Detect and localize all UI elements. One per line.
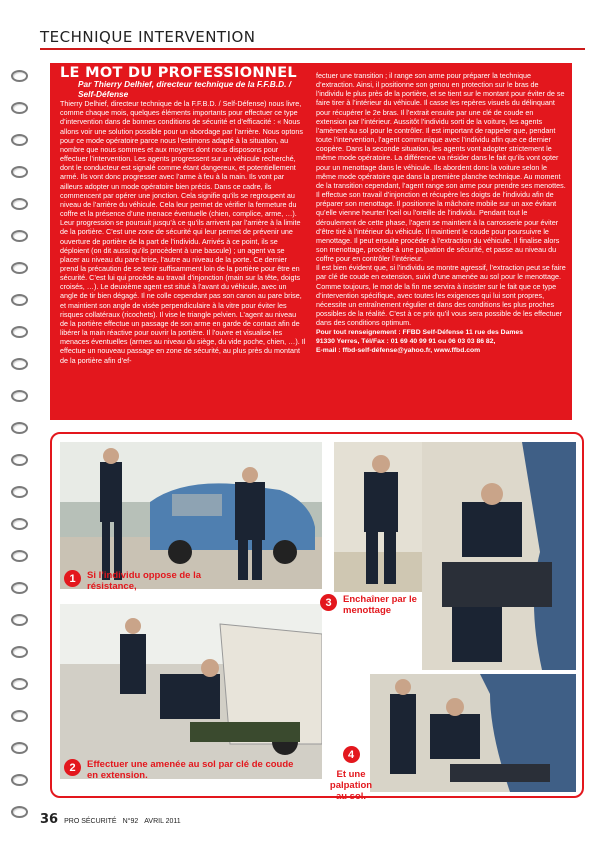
binding-ring — [11, 358, 28, 370]
binding-ring — [11, 614, 28, 626]
article-title: LE MOT DU PROFESSIONNEL — [60, 65, 297, 81]
section-header: TECHNIQUE INTERVENTION — [40, 28, 256, 46]
binding-ring — [11, 518, 28, 530]
step-2-caption — [64, 759, 294, 781]
binding-ring — [11, 710, 28, 722]
photo-step-3-illustration — [422, 442, 576, 670]
binding-ring — [11, 70, 28, 82]
binding-ring — [11, 646, 28, 658]
step-number-badge: 4 — [343, 746, 360, 763]
article-body-left: Thierry Delhief, directeur technique de la F.F.B.D. / Self-Défense) nous livre, comme chaque mois, quelques éléments importants pour effectuer ce type d’intervention dans de bonnes conditions de sécurité et d’efficacité : « Nous allons voir une solution possible pour un abordage par l’arrière. Nous optons pour ce mode opératoire parce nous l’estimons adapté à la situation, au nombre que nous sommes et aux moyens dont nous disposons pour effectuer l’intervention. Les agents progressent sur un véhicule recherché, dont le conducteur est signalé comme étant dangereux, et potentiellement armé. Ils vont donc progresser avec l’arme à feu à la main. Ils vont par ailleurs adopter un mode opératoire bien précis. Dans ce cadre, ils commencent par opérer une jonction. Cela signifie qu’ils se regroupent au niveau de l’arrière du véhicule. Cela leur permet de vérifier la fermeture du coffre et la présence d’une menace éventuelle (chien, complice, arme, …). Leur progression se poursuit jusqu’à ce qu’ils arrivent par l’arrière à la limite de la portière. C’est une zone de sécurité qui leur permet de prévenir une ouverture de portière de la part de l’individu. Arrivés à ce point, ils se déploient (on dit aussi qu’ils procèdent à une bascule) ; un agent va se placer au niveau du pare brise, l’autre au niveau de la porte. Ce dernier prend la précaution de se tenir suffisamment loin de la portière pour être en sécurité. C’est lui qui procède au travail d’injonction (main sur la tête, doigts croisés, …). Le deuxième agent est situé à l’avant du véhicule, avec un angle de tir bien dégagé. Il ne colle cependant pas son canon au pare brise, et maintient son angle de visée perpendiculaire à la vitre pour éviter les risques collatéraux (ricochets). Il vise le triangle pelvien. L’agent au niveau de la portière effectue un passage de son arme en garde de contact afin de libérer la main réactive pour ouvrir la portière. Il l’ouvre et visualise les menaces éventuelles (armes au niveau du siège, du vide poche, chien, …). Il effectue un nouveau passage en zone de sécurité, au plus près du montant de la portière afin d’ef- — [60, 99, 306, 365]
article-left-column — [60, 65, 306, 365]
step-1-caption — [64, 570, 239, 592]
step-number-badge: 2 — [64, 759, 81, 776]
photo-step-2 — [60, 604, 322, 779]
photo-step-4 — [370, 674, 576, 792]
binding-ring — [11, 582, 28, 594]
binding-ring — [11, 390, 28, 402]
binding-ring — [11, 422, 28, 434]
contact-email[interactable]: E-mail : ffbd-self-défense@yahoo.fr, www.ffbd.com — [316, 346, 481, 354]
contact-line: Pour tout renseignement : FFBD Self-Défense 11 rue des Dames — [316, 329, 523, 337]
step-number-badge: 3 — [320, 594, 337, 611]
binding-ring — [11, 550, 28, 562]
article-box — [50, 63, 572, 420]
binding-ring — [11, 166, 28, 178]
photo-panel — [50, 432, 584, 802]
photo-menottage-prep-illustration — [334, 442, 430, 592]
photo-step-3 — [422, 442, 576, 670]
step-4-caption — [329, 746, 373, 802]
article-conclusion: Il est bien évident que, si l’individu se montre agressif, l’extraction peut se faire par clé de coude en extension, suivi d’une amenée au sol pour le menottage. Comme toujours, le mot de la fin me servira à insister sur le fait que ce type d’intervention spécifique, avec toutes les exigences qui lui sont propres, nécessite un entraînement régulier et dans des conditions les plus proches possibles de la réalité. C’est à ce prix qu’il vous sera possible de les effectuer dans des conditions optimum. — [316, 263, 566, 328]
issue-number: N°92 — [122, 818, 139, 825]
photo-step-4-illustration — [370, 674, 576, 792]
header-rule — [40, 48, 585, 50]
binding-ring — [11, 198, 28, 210]
step-3-caption — [320, 594, 420, 616]
binding-ring — [11, 134, 28, 146]
binding-ring — [11, 742, 28, 754]
article-right-column — [316, 71, 566, 356]
binding-ring — [11, 774, 28, 786]
photo-step-2-illustration — [60, 604, 322, 779]
step-caption-text: Et une palpation au sol. — [329, 769, 373, 802]
photo-step-1-illustration — [60, 442, 322, 589]
binding-ring — [11, 486, 28, 498]
photo-step-1 — [60, 442, 322, 589]
page-number: 36 — [40, 812, 59, 827]
magazine-name: PRO SÉCURITÉ — [64, 818, 117, 825]
step-caption-text: Enchaîner par le menottage — [343, 594, 417, 616]
step-caption-text: Si l’individu oppose de la résistance, — [87, 570, 202, 592]
contact-info — [316, 329, 566, 355]
binding-ring — [11, 454, 28, 466]
binding-ring — [11, 262, 28, 274]
binding-ring — [11, 678, 28, 690]
page-footer — [40, 812, 181, 827]
photo-menottage-prep — [334, 442, 430, 592]
step-caption-text: Effectuer une amenée au sol par clé de coude en extension. — [87, 759, 294, 781]
binding-ring — [11, 102, 28, 114]
step-number-badge: 1 — [64, 570, 81, 587]
binding-ring — [11, 294, 28, 306]
binding-ring — [11, 806, 28, 818]
article-byline: Par Thierry Delhief, directeur technique de la F.F.B.D. / Self-Défense — [78, 79, 292, 99]
article-body-right: fectuer une transition ; il range son arme pour préparer la technique d’extraction. Ainsi, il positionne son genou en protection sur le bras de l’individu le plus près de la portière, et se tient sur le montant pour éviter de se faire tirer à l’intérieur du véhicule. Il casse les repères visuels du délinquant pour récupérer le 2e bras. Il l’extrait ensuite par une clé de coude en extension par l’intérieur. Aussitôt l’individu sorti de la voiture, les agents l’amènent au sol pour le contrôler. Il est important de rappeler que, pendant toute l’intervention, l’agent communique avec l’individu afin que ce dernier coopère. Dans la seconde situation, les agents vont adopter strictement le même mode opératoire. La différence va résider dans le fait qu’ils vont opter pour un menottage dans le véhicule. Ils abordent donc la voiture selon le même mode opératoire que dans la première planche technique. Au moment de la transition cependant, l’agent range son arme pour prendre ses menottes. Il effectue son travail d’injonction et récupère les doigts de l’individu afin de préparer son menottage. Il positionne la mâchoire mobile sur un axe évitant qu’elle vienne heurter l’oeil ou l’oreille de l’individu. Pendant tout le déroulement de cette phase, l’agent se maintient à la carrosserie pour éviter d’être tiré à l’intérieur du véhicule. Il maintient le coude pour poursuivre le menottage. Il peut ensuite procéder à l’extraction du véhicule. Il finalise alors son menottage, procède à une palpation de sécurité, et passe au niveau du coffre pour en contrôler l’intérieur. — [316, 71, 566, 264]
issue-date: AVRIL 2011 — [144, 818, 181, 825]
contact-line: 91330 Yerres, Tél/Fax : 01 69 40 99 91 ou 06 03 03 86 82, — [316, 338, 496, 346]
binding-ring — [11, 230, 28, 242]
binding-ring — [11, 326, 28, 338]
